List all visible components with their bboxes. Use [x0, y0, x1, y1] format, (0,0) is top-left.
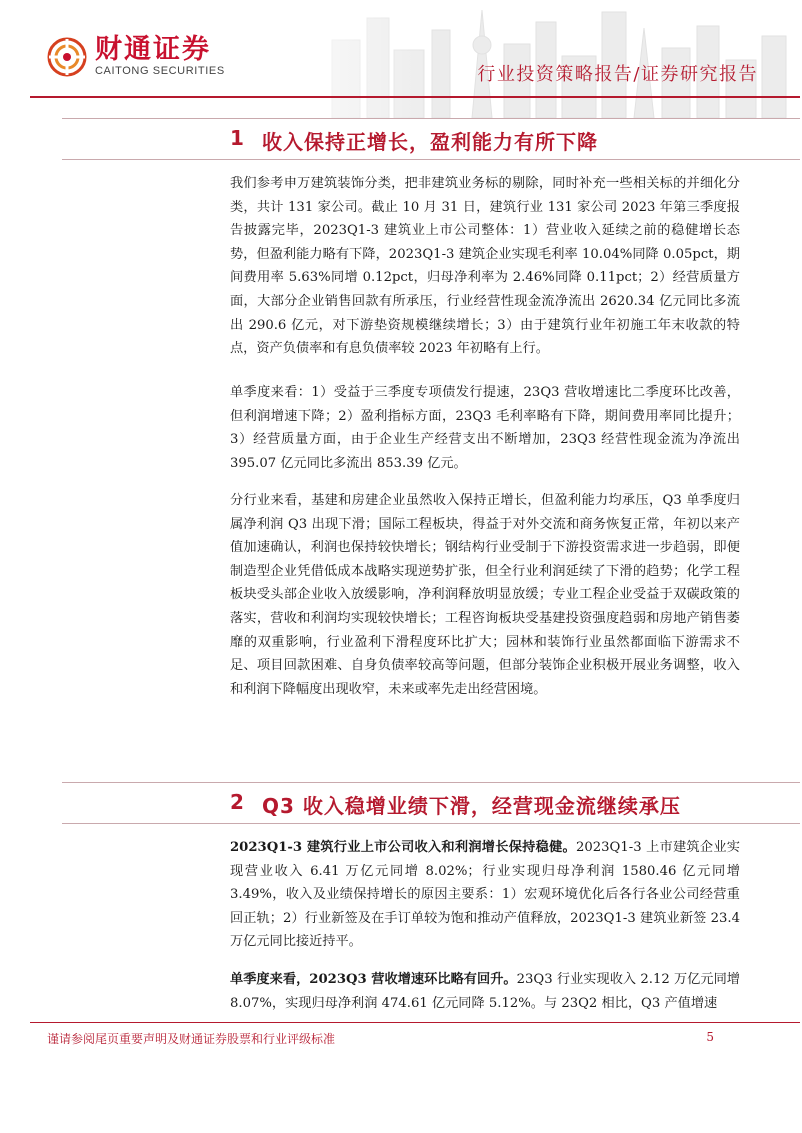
section-rule-bottom [62, 823, 800, 824]
paragraph-body: 2023Q1-3 上市建筑企业实现营业收入 6.41 万亿元同增 8.02%；行业实现归母净利润 1580.46 亿元同增 3.49%，收入及业绩保持增长的原因主要系：1）宏观环境优化后各行各业公司经营重回正轨；2）行业新签及在手订单较为饱和推动产值释放，2023Q1-3 建筑业新签 23.4 万亿元同比接近持平。 [230, 840, 740, 950]
city-skyline-watermark [242, 0, 802, 118]
section-title: Q3 收入稳增业绩下滑，经营现金流继续承压 [262, 794, 681, 818]
section-title: 收入保持正增长，盈利能力有所下降 [262, 130, 598, 154]
section-rule-bottom [62, 159, 800, 160]
logo-text-en: CAITONG SECURITIES [95, 65, 225, 77]
paragraph: 我们参考申万建筑装饰分类，把非建筑业务标的剔除，同时补充一些相关标的并细化分类，共计 131 家公司。截止 10 月 31 日，建筑行业 131 家公司 2023 年第三季度报告披露完毕，2023Q1-3 建筑业上市公司整体：1）营业收入延续之前的稳健增长态势，但盈利能力略有下降，2023Q1-3 建筑企业实现毛利率 10.04%同降 0.05pct，期间费用率 5.63%同增 0.12pct，归母净利率为 2.46%同降 0.11pct；2）经营质量方面，大部分企业销售回款有所承压，行业经营性现金流净流出 2620.34 亿元同比多流出 290.6 亿元，对下游垫资规模继续增长；3）由于建筑行业年初施工年末收款的特点，资产负债率和有息负债率较 2023 年初略有上行。 [230, 176, 740, 357]
paragraph [230, 968, 740, 1015]
page-header [0, 0, 802, 120]
page-number: 5 [706, 1030, 714, 1044]
section-number: 2 [230, 790, 244, 814]
report-type-label: 行业投资策略报告/证券研究报告 [477, 64, 758, 85]
footer-disclaimer: 谨请参阅尾页重要声明及财通证券股票和行业评级标准 [47, 1032, 336, 1046]
paragraph: 单季度来看：1）受益于三季度专项债发行提速，23Q3 营收增速比二季度环比改善，但利润增速下降；2）盈利指标方面，23Q3 毛利率略有下降，期间费用率同比提升；3）经营质量方面，由于企业生产经营支出不断增加，23Q3 经营性现金流为净流出 395.07 亿元同比多流出 853.39 亿元。 [230, 385, 740, 471]
section-1-heading [0, 118, 802, 160]
section-number: 1 [230, 126, 244, 150]
company-logo [47, 35, 225, 78]
section-2-heading [0, 782, 802, 824]
section-rule-top [62, 118, 800, 119]
paragraph-lead: 2023Q1-3 建筑行业上市公司收入和利润增长保持稳健。 [230, 840, 576, 855]
header-divider [30, 96, 800, 98]
paragraph: 分行业来看，基建和房建企业虽然收入保持正增长，但盈利能力均承压，Q3 单季度归属净利润 Q3 出现下滑；国际工程板块，得益于对外交流和商务恢复正常，年初以来产值加速确认，利润也保持较快增长；钢结构行业受制于下游投资需求进一步趋弱，即便制造型企业凭借低成本战略实现逆势扩张，但全行业利润延续了下滑的趋势；化学工程板块受头部企业收入放缓影响，净利润释放明显放缓；专业工程企业受益于双碳政策的落实，营收和利润均实现较快增长；工程咨询板块受基建投资强度趋弱和房地产销售萎靡的双重影响，行业盈利下滑程度环比扩大；园林和装饰行业虽然都面临下游需求不足、项目回款困难、自身负债率较高等问题，但部分装饰企业积极开展业务调整，收入和利润下降幅度出现收窄，未来或率先走出经营困境。 [230, 493, 740, 697]
caitong-logo-icon [47, 37, 87, 77]
paragraph-body: 23Q3 行业实现收入 2.12 万亿元同增 8.07%，实现归母净利润 474.61 亿元同降 5.12%。与 23Q2 相比，Q3 产值增速 [230, 972, 740, 1011]
paragraph [230, 836, 740, 954]
paragraph-lead: 单季度来看，2023Q3 营收增速环比略有回升。 [230, 972, 517, 987]
section-rule-top [62, 782, 800, 783]
footer-divider [30, 1022, 800, 1023]
logo-text-cn: 财通证券 [95, 34, 211, 65]
